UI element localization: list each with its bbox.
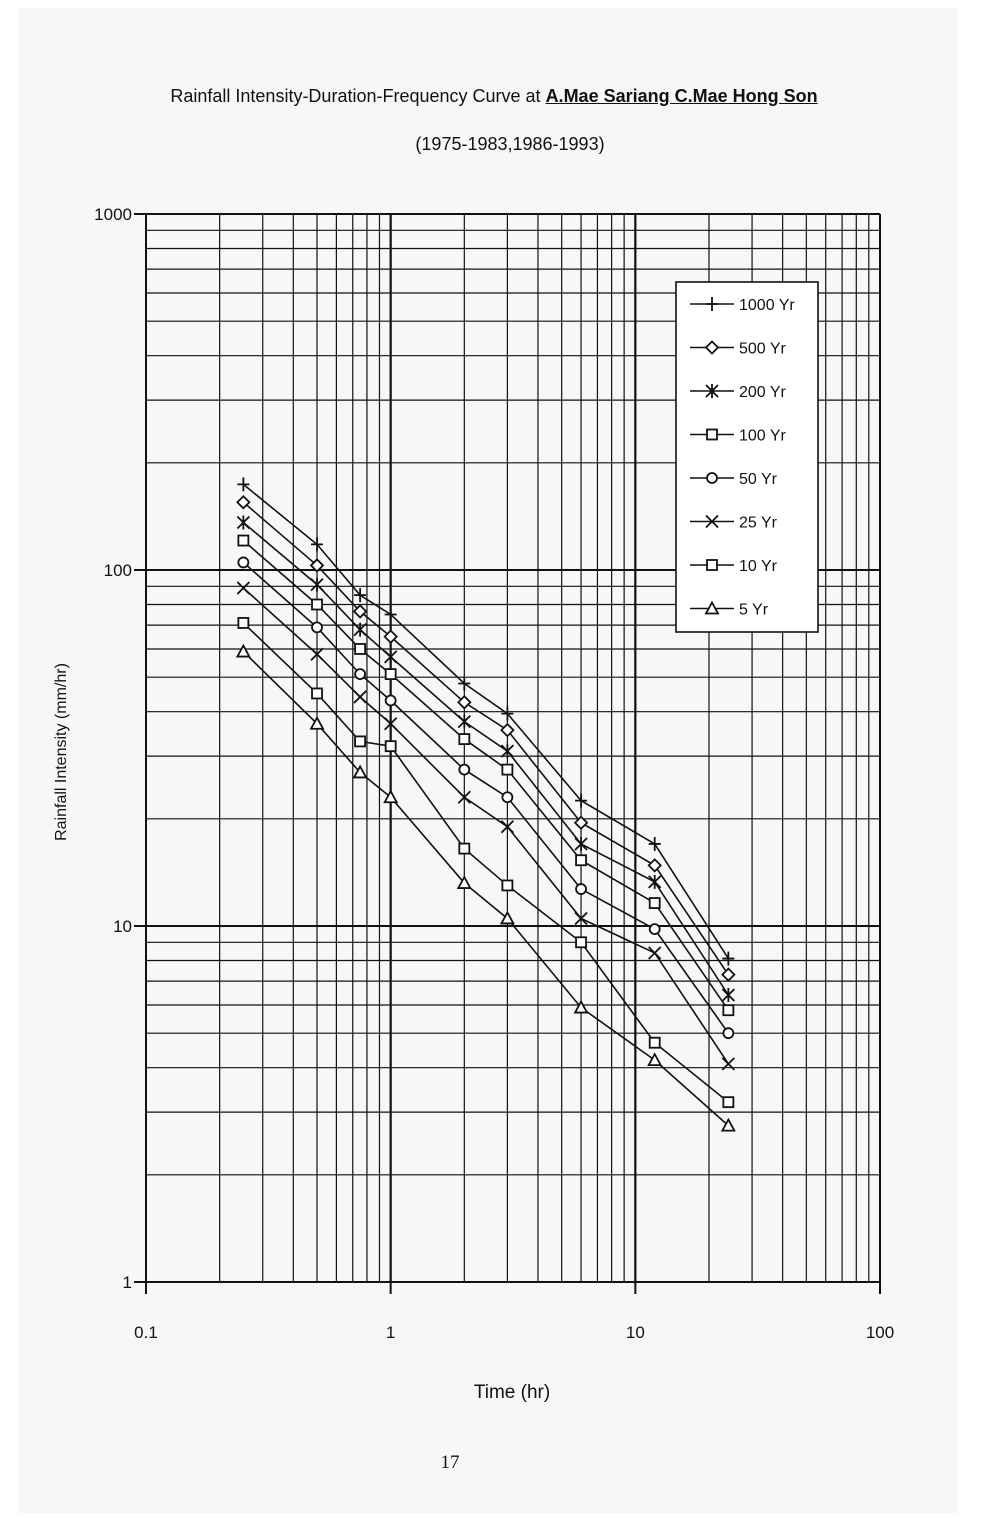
data-point: [722, 952, 734, 966]
data-point: [386, 669, 396, 679]
data-point: [502, 765, 512, 775]
data-point: [312, 622, 322, 632]
page-number: 17: [440, 1452, 460, 1473]
data-point: [237, 582, 249, 594]
y-tick-label: 1000: [94, 205, 132, 224]
y-tick-label: 1: [122, 1273, 132, 1292]
data-point: [722, 969, 734, 981]
data-point: [650, 1038, 660, 1048]
data-point: [502, 880, 512, 890]
data-point: [311, 578, 323, 592]
data-point: [649, 859, 661, 871]
data-point: [722, 988, 734, 1002]
data-point: [576, 937, 586, 947]
x-axis-label: Time (hr): [473, 1382, 551, 1403]
data-point: [312, 599, 322, 609]
data-point: [575, 837, 587, 851]
legend-label: 500 Yr: [739, 340, 786, 358]
data-point: [385, 650, 397, 664]
legend-label: 100 Yr: [739, 427, 786, 445]
y-axis-label: Rainfall Intensity (mm/hr): [53, 663, 70, 841]
legend-label: 5 Yr: [739, 601, 769, 619]
data-point: [502, 792, 512, 802]
data-point: [649, 837, 661, 851]
data-point: [238, 536, 248, 546]
legend-label: 200 Yr: [739, 384, 786, 401]
data-point: [354, 691, 366, 703]
data-point: [650, 898, 660, 908]
x-tick-label: 10: [625, 1323, 645, 1342]
series-100-yr: [238, 536, 733, 1016]
series-25-yr: [237, 582, 734, 1070]
data-point: [386, 741, 396, 751]
data-point: [237, 477, 249, 491]
chart-legend: [676, 282, 818, 632]
legend-box: [676, 282, 818, 632]
data-point: [576, 855, 586, 865]
legend-label: 1000 Yr: [739, 297, 795, 314]
legend-marker: [707, 430, 717, 440]
y-tick-label: 10: [113, 917, 132, 936]
data-point: [649, 875, 661, 889]
data-point: [649, 1054, 661, 1065]
data-point: [459, 765, 469, 775]
series-1000-yr: [237, 477, 734, 965]
data-point: [355, 669, 365, 679]
legend-label: 10 Yr: [739, 558, 777, 575]
data-point: [501, 744, 513, 758]
chart-title-prefix: Rainfall Intensity-Duration-Frequency Curve at: [170, 86, 541, 106]
chart-subtitle: (1975-1983,1986-1993): [415, 134, 605, 154]
series-line: [243, 588, 728, 1064]
data-point: [723, 1028, 733, 1038]
legend-marker: [707, 473, 717, 483]
data-point: [650, 924, 660, 934]
data-point: [723, 1097, 733, 1107]
data-point: [576, 884, 586, 894]
legend-marker: [707, 560, 717, 570]
data-point: [723, 1005, 733, 1015]
data-point: [238, 618, 248, 628]
x-tick-label: 100: [865, 1323, 895, 1342]
x-tick-label: 0.1: [134, 1323, 158, 1342]
data-point: [459, 734, 469, 744]
data-point: [238, 557, 248, 567]
legend-label: 25 Yr: [739, 514, 777, 532]
data-point: [237, 515, 249, 529]
data-point: [386, 695, 396, 705]
data-point: [459, 844, 469, 854]
legend-label: 50 Yr: [739, 471, 777, 488]
data-point: [237, 646, 249, 657]
data-point: [649, 947, 661, 959]
series-50-yr: [238, 557, 733, 1038]
x-tick-label: 1: [385, 1323, 396, 1342]
data-point: [458, 715, 470, 729]
y-tick-label: 100: [103, 561, 132, 580]
series-line: [243, 541, 728, 1011]
data-point: [312, 688, 322, 698]
data-point: [355, 736, 365, 746]
chart-title-location: A.Mae Sariang C.Mae Hong Son: [545, 86, 818, 106]
data-point: [354, 623, 366, 637]
data-point: [355, 644, 365, 654]
